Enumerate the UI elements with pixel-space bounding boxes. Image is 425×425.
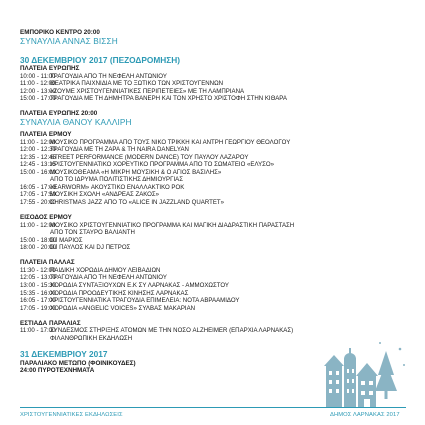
schedule-row xyxy=(20,191,412,199)
schedule-description: ΤΡΑΓΟΥΔΙΑ ΜΕ ΤΗ ZAPA & ΤΗ NAIRA DANELYAN xyxy=(50,146,189,154)
schedule-description-continued: ΑΠΟ ΤΟ ΙΔΡΥΜΑ ΠΟΛΙΤΙΣΤΙΚΗΣ ΔΗΜΙΟΥΡΓΙΑΣ xyxy=(50,176,183,184)
schedule-description: DJ ΠΑΥΛΟΣ ΚΑΙ DJ ΠΕΤΡΟΣ xyxy=(50,244,131,252)
schedule-time: 11:30 - 12:00 xyxy=(20,266,56,274)
dec31-fireworks: 24:00 ΠΥΡΟΤΕΧΝΗΜΑΤΑ xyxy=(20,367,95,375)
dec31-venue: ΠΑΡΑΛΙΑΚΟ ΜΕΤΩΠΟ (ΦΟΙΝΙΚΟΥΔΕΣ) xyxy=(20,359,136,367)
schedule-row xyxy=(20,146,412,154)
schedule-row xyxy=(20,244,412,252)
schedule-time: 12:00 - 12:30 xyxy=(20,146,56,154)
schedule-row xyxy=(20,274,412,282)
schedule-time: 11:00 - 12:00 xyxy=(20,138,56,146)
schedule-time: 10:00 - 11:00 xyxy=(20,72,56,80)
schedule-row xyxy=(20,88,412,96)
christmas-town-illustration xyxy=(318,335,408,407)
schedule-time: 17:55 - 20:00 xyxy=(20,198,56,206)
schedule-time: 17:05 - 17:50 xyxy=(20,191,56,199)
schedule-description: ΣΥΝΔΕΣΜΟΣ ΣΤΗΡΙΞΗΣ ΑΤΟΜΩΝ ΜΕ ΤΗΝ ΝΟΣΟ ALZHEIMER (ΕΠΑΡΧΙΑ ΛΑΡΝΑΚΑΣ) xyxy=(50,327,294,335)
schedule-row xyxy=(20,282,412,290)
schedule-time: 11:00 - 12:00 xyxy=(20,221,56,229)
schedule-time: 12:45 - 13:15 xyxy=(20,161,56,169)
schedule-description-continued: ΦΙΛΑΝΘΡΩΠΙΚΗ ΕΚΔΗΛΩΣΗ xyxy=(50,334,133,342)
europe2-venue: ΠΛΑΤΕΙΑ ΕΥΡΩΠΗΣ 20:00 xyxy=(20,110,98,118)
schedule-time: 15:00 - 18:00 xyxy=(20,236,56,244)
schedule-row xyxy=(20,199,412,207)
dec30-date: 30 ΔΕΚΕΜΒΡΙΟΥ 2017 (ΠΕΖΟΔΡΟΜΗΣΗ) xyxy=(20,54,180,65)
program-column xyxy=(20,29,412,375)
pallas-schedule xyxy=(20,267,412,312)
footer-divider xyxy=(20,407,406,408)
schedule-time: 13:00 - 15:30 xyxy=(20,281,56,289)
schedule-row xyxy=(20,154,412,162)
schedule-description: DJ ΜΑΡΙΟΣ xyxy=(50,236,83,244)
eisodos-venue: ΕΙΣΟΔΟΣ ΕΡΜΟΥ xyxy=(20,213,72,221)
schedule-description: ΘΕΑΤΡΙΚΑ ΠΑΙΧΝΙΔΙΑ ΜΕ ΤΟ ΞΩΤΙΚΟ ΤΩΝ ΧΡΙΣΤΟΥΓΕΝΝΩΝ xyxy=(50,80,224,88)
europe1-venue: ΠΛΑΤΕΙΑ ΕΥΡΩΠΗΣ xyxy=(20,65,80,73)
building-icon xyxy=(326,365,342,407)
dec31-date: 31 ΔΕΚΕΜΒΡΙΟΥ 2017 xyxy=(20,349,108,360)
schedule-description: ΜΟΥΣΙΚΗ ΣΧΟΛΗ «ΑΝΔΡΕΑΣ ΖΑΚΟΣ» xyxy=(50,191,160,199)
schedule-row xyxy=(20,184,412,192)
footer-left-text: ΧΡΙΣΤΟΥΓΕΝΝΙΑΤΙΚΕΣ ΕΚΔΗΛΩΣΕΙΣ xyxy=(20,412,123,418)
schedule-description: CHRISTMAS JAZZ ΑΠΟ ΤΟ «ALICE IN JAZZLAND QUARTET» xyxy=(50,198,225,206)
schedule-description: ΧΟΡΩΔΙΑ ΠΡΟΟΔΕΥΤΙΚΗΣ ΚΙΝΗΣΗΣ ΛΑΡΝΑΚΑΣ xyxy=(50,289,189,297)
schedule-description: ΤΡΑΓΟΥΔΙΑ ΑΠΟ ΤΗ ΝΕΦΕΛΗ ΑΝΤΩΝΙΟΥ xyxy=(50,274,167,282)
schedule-time: 12:05 - 13:00 xyxy=(20,274,56,282)
schedule-description: ΧΟΡΩΔΙΑ ΣΥΝΤΑΞΙΟΥΧΩΝ Ε.Κ ΣΥ ΛΑΡΝΑΚΑΣ - ΑΜΜΟΧΩΣΤΟΥ xyxy=(50,281,229,289)
schedule-row xyxy=(20,267,412,275)
schedule-time: 17:05 - 19:00 xyxy=(20,304,56,312)
schedule-description: STREET PERFORMANCE (MODERN DANCE) ΤΟΥ ΠΑΥΛΟΥ ΛΑΖΑΡΟΥ xyxy=(50,153,249,161)
schedule-time: 15:00 - 16:00 xyxy=(20,168,56,176)
schedule-time: 12:35 - 12:45 xyxy=(20,153,56,161)
schedule-row xyxy=(20,80,412,88)
schedule-description: ΧΟΡΩΔΙΑ «ANGELIC VOICES» ΣΥΛΒΑΣ ΜΑΚΑΡΙΑΝ xyxy=(50,304,196,312)
schedule-time: 15:00 - 17:00 xyxy=(20,95,56,103)
schedule-description: ΜΟΥΣΙΚΟ ΠΡΟΓΡΑΜΜΑ ΑΠΟ ΤΟΥΣ ΝΙΚΟ ΤΡΙΚΚΗ ΚΑΙ ΑΝΤΡΗ ΓΕΩΡΓΙΟΥ ΘΕΟΛΟΓΟΥ xyxy=(50,138,291,146)
schedule-row xyxy=(20,73,412,81)
schedule-row xyxy=(20,222,412,230)
intro-venue: ΕΜΠΟΡΙΚΟ ΚΕΝΤΡΟ 20:00 xyxy=(20,29,100,36)
schedule-description-continued: ΑΠΟ ΤΟΝ ΣΤΑΥΡΟ ΒΑΛΙΑΝΤΗ xyxy=(50,229,135,237)
schedule-time: 16:05 - 17:00 xyxy=(20,297,56,305)
schedule-time: 18:00 - 20:00 xyxy=(20,244,56,252)
schedule-description: ΜΟΥΣΙΚΟΘΕΑΜΑ «Η ΜΙΚΡΗ ΜΟΥΣΙΚΗ & Ο ΑΓΙΟΣ ΒΑΣΙΛΗΣ» xyxy=(50,168,222,176)
schedule-row xyxy=(20,327,412,335)
schedule-row xyxy=(20,169,412,177)
footer-right-text: ΔΗΜΟΣ ΛΑΡΝΑΚΑΣ 2017 xyxy=(330,412,400,418)
schedule-row xyxy=(20,139,412,147)
schedule-row xyxy=(20,305,412,313)
schedule-description: ΜΟΥΣΙΚΟ ΧΡΙΣΤΟΥΓΕΝΝΙΑΤΙΚΟ ΠΡΟΓΡΑΜΜΑ ΚΑΙ ΜΑΓΙΚΗ ΔΙΑΔΡΑΣΤΙΚΗ ΠΑΡΑΣΤΑΣΗ xyxy=(50,221,295,229)
schedule-time: 16:05 - 17:00 xyxy=(20,183,56,191)
schedule-time: 11:00 - 17:00 xyxy=(20,327,56,335)
schedule-row xyxy=(20,297,412,305)
schedule-description: «EARWORM» ΑΚΟΥΣΤΙΚΟ ΕΝΑΛΛΑΚΤΙΚΟ ΡΟΚ xyxy=(50,183,185,191)
schedule-row xyxy=(20,161,412,169)
ermou-venue: ΠΛΑΤΕΙΑ ΕΡΜΟΥ xyxy=(20,130,72,138)
europe2-concert: ΣΥΝΑΥΛΙΑ ΘΑΝΟΥ ΚΑΛΛΙΡΗ xyxy=(20,116,132,127)
schedule-description: ΤΡΑΓΟΥΔΙΑ ΜΕ ΤΗ ΔΗΜΗΤΡΑ ΒΑΝΕΡΗ ΚΑΙ ΤΟΝ ΧΡΗΣΤΟ ΧΡΙΣΤΟΦΗ ΣΤΗΝ ΚΙΘΑΡΑ xyxy=(50,95,287,103)
schedule-description: ΤΡΑΓΟΥΔΙΑ ΑΠΟ ΤΗ ΝΕΦΕΛΗ ΑΝΤΩΝΙΟΥ xyxy=(50,72,167,80)
schedule-description: ΧΡΙΣΤΟΥΓΕΝΝΙΑΤΙΚΑ ΤΡΑΓΟΥΔΙΑ ΕΠΙΜΕΛΕΙΑ: ΝΟΤΑ ΑΒΡΑΑΜΙΔΟΥ xyxy=(50,297,240,305)
intro-concert: ΣΥΝΑΥΛΙΑ ΑΝΝΑΣ ΒΙΣΣΗ xyxy=(20,35,118,46)
schedule-description: ΧΡΙΣΤΟΥΓΕΝΝΙΑΤΙΚΟ ΧΟΡΕΥΤΙΚΟ ΠΡΟΓΡΑΜΜΑ ΑΠΟ ΤΟ ΣΩΜΑΤΕΙΟ «ΕΛΥΣΟ» xyxy=(50,161,275,169)
schedule-row xyxy=(20,95,412,103)
schedule-description: «ΖΟΥΜΕ ΧΡΙΣΤΟΥΓΕΝΝΙΑΤΙΚΕΣ ΠΕΡΙΠΕΤΕΙΕΣ» ΜΕ ΤΗ ΛΑΜΠΡΙΑΝΑ xyxy=(50,87,245,95)
schedule-row xyxy=(20,290,412,298)
ermou-schedule xyxy=(20,139,412,207)
pallas-venue: ΠΛΑΤΕΙΑ ΠΑΛΛΑΣ xyxy=(20,259,75,267)
eisodos-schedule xyxy=(20,222,412,252)
schedule-time: 12:00 - 13:00 xyxy=(20,87,56,95)
schedule-time: 15:35 - 16:00 xyxy=(20,289,56,297)
schedule-row xyxy=(20,237,412,245)
estiada-venue: ΕΣΤΙΑΔΑ ΠΑΡΑΛΙΑΣ xyxy=(20,319,81,327)
schedule-description: ΠΑΙΔΙΚΗ ΧΟΡΩΔΙΑ ΔΗΜΟΥ ΛΕΙΒΑΔΙΩΝ xyxy=(50,266,161,274)
schedule-time: 11:00 - 12:00 xyxy=(20,80,56,88)
europe1-schedule xyxy=(20,73,412,103)
